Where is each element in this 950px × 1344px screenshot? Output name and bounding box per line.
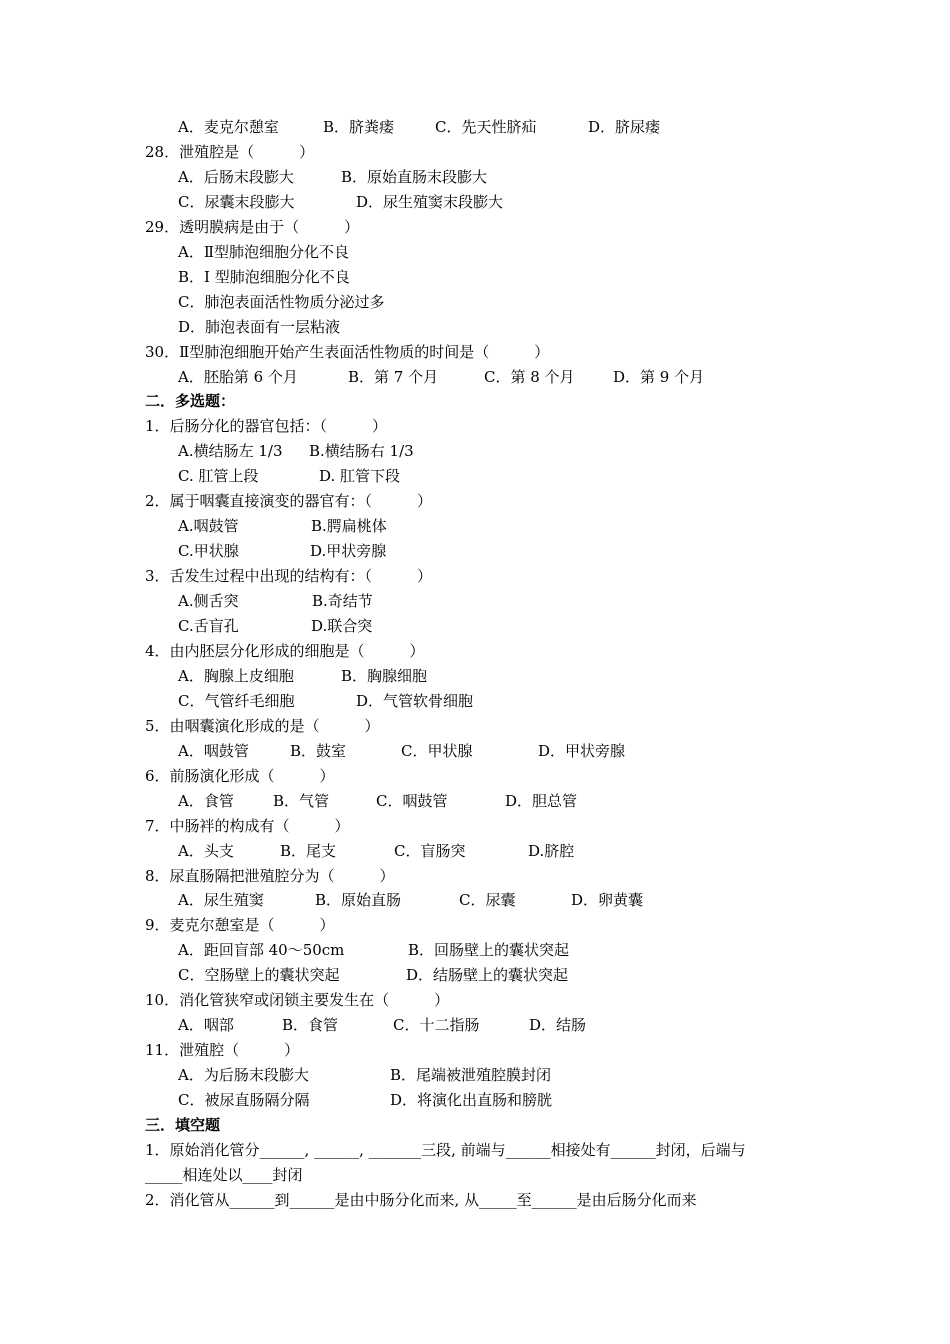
answer-option: D．结肠壁上的囊状突起	[406, 966, 569, 985]
question-text: 1．原始消化管分______, ______, _______三段, 前端与______相接处有______封闭，后端与	[145, 1140, 746, 1159]
answer-option: A．咽部	[178, 1016, 234, 1035]
question-text: 28．泄殖腔是（ ）	[145, 142, 315, 161]
answer-option: C．被尿直肠隔分隔	[178, 1091, 310, 1110]
question-text: 4．由内胚层分化形成的细胞是（ ）	[145, 641, 425, 660]
answer-option: A．麦克尔憩室	[178, 118, 279, 136]
answer-option: D．胆总管	[505, 791, 578, 810]
question-text: 9．麦克尔憩室是（ ）	[145, 916, 335, 935]
answer-option: C．先天性脐疝	[435, 118, 537, 136]
question-text: 7．中肠袢的构成有（ ）	[145, 816, 350, 835]
answer-option: C．尿囊	[459, 891, 516, 910]
answer-option: A．尿生殖窦	[178, 891, 264, 910]
question-text: 3．舌发生过程中出现的结构有：（ ）	[145, 567, 433, 586]
answer-option: B．鼓室	[290, 741, 347, 760]
answer-option: A.横结肠左 1/3	[178, 442, 283, 461]
answer-option: D．甲状旁腺	[538, 741, 626, 760]
answer-option: B.奇结节	[312, 592, 373, 611]
answer-option: A．头支	[178, 841, 234, 860]
answer-option: C．甲状腺	[401, 741, 473, 760]
section-heading: 三．填空题	[145, 1116, 221, 1134]
answer-option: C. 肛管上段	[178, 467, 259, 486]
section-heading: 二．多选题：	[145, 392, 236, 411]
question-text: 5．由咽囊演化形成的是（ ）	[145, 716, 380, 735]
answer-option: D．脐尿瘘	[588, 118, 661, 136]
answer-option: D．将演化出直肠和膀胱	[390, 1091, 553, 1110]
answer-option: D．尿生殖窦末段膨大	[356, 192, 504, 211]
answer-option: B．尾支	[280, 841, 337, 860]
answer-option: C．尿囊末段膨大	[178, 192, 295, 211]
answer-option: A．咽鼓管	[178, 741, 249, 760]
question-text: _____相连处以____封闭	[145, 1165, 303, 1184]
answer-option: B．气管	[273, 791, 330, 810]
answer-option: A．胸腺上皮细胞	[178, 666, 294, 685]
answer-option: C．空肠壁上的囊状突起	[178, 966, 340, 985]
answer-option: C．咽鼓管	[376, 791, 448, 810]
question-text: 8．尿直肠隔把泄殖腔分为（ ）	[145, 866, 395, 885]
answer-option: B．第 7 个月	[348, 367, 439, 386]
answer-option: D．卵黄囊	[571, 891, 644, 910]
answer-option: D．气管软骨细胞	[356, 691, 474, 710]
answer-option: D.脐腔	[528, 841, 575, 860]
answer-option: D.甲状旁腺	[310, 542, 387, 561]
answer-option: C．气管纤毛细胞	[178, 691, 295, 710]
question-text: 6．前肠演化形成（ ）	[145, 766, 335, 785]
answer-option: C．盲肠突	[394, 841, 466, 860]
question-text: 10．消化管狭窄或闭锁主要发生在（ ）	[145, 991, 450, 1010]
answer-option: B．胸腺细胞	[341, 666, 428, 685]
question-text: 2．属于咽囊直接演变的器官有：（ ）	[145, 492, 433, 511]
answer-option: B．原始直肠	[315, 891, 402, 910]
answer-option: A．胚胎第 6 个月	[178, 367, 298, 386]
answer-option: D．结肠	[529, 1016, 587, 1035]
answer-option: B．回肠壁上的囊状突起	[408, 941, 570, 960]
answer-option: B．I 型肺泡细胞分化不良	[178, 267, 350, 286]
answer-option: B.横结肠右 1/3	[309, 442, 414, 461]
answer-option: B．原始直肠末段膨大	[341, 167, 488, 186]
answer-option: B．尾端被泄殖腔膜封闭	[390, 1066, 552, 1085]
question-text: 2．消化管从______到______是由中肠分化而来, 从_____至______是由后肠分化而来	[145, 1190, 697, 1209]
answer-option: A．为后肠末段膨大	[178, 1066, 309, 1085]
answer-option: A．食管	[178, 791, 234, 810]
answer-option: A．后肠末段膨大	[178, 167, 294, 186]
answer-option: C．肺泡表面活性物质分泌过多	[178, 292, 385, 311]
answer-option: A．Ⅱ型肺泡细胞分化不良	[178, 242, 350, 261]
answer-option: B．脐粪瘘	[323, 118, 395, 136]
answer-option: D. 肛管下段	[319, 467, 401, 486]
question-text: 30．Ⅱ型肺泡细胞开始产生表面活性物质的时间是（ ）	[145, 342, 550, 361]
answer-option: A．距回盲部 40～50cm	[178, 941, 345, 960]
answer-option: D．第 9 个月	[613, 367, 705, 386]
answer-option: C．十二指肠	[393, 1016, 480, 1035]
question-text: 1．后肠分化的器官包括：（ ）	[145, 417, 388, 436]
answer-option: C．第 8 个月	[484, 367, 575, 386]
answer-option: C.甲状腺	[178, 542, 239, 561]
question-text: 29．透明膜病是由于（ ）	[145, 217, 360, 236]
answer-option: B．食管	[282, 1016, 339, 1035]
answer-option: C.舌盲孔	[178, 617, 239, 635]
answer-option: D．肺泡表面有一层粘液	[178, 317, 341, 336]
answer-option: A.侧舌突	[178, 592, 239, 611]
answer-option: D.联合突	[311, 617, 373, 635]
answer-option: A.咽鼓管	[178, 517, 239, 536]
answer-option: B.腭扁桃体	[311, 517, 387, 536]
question-text: 11．泄殖腔（ ）	[145, 1041, 300, 1060]
